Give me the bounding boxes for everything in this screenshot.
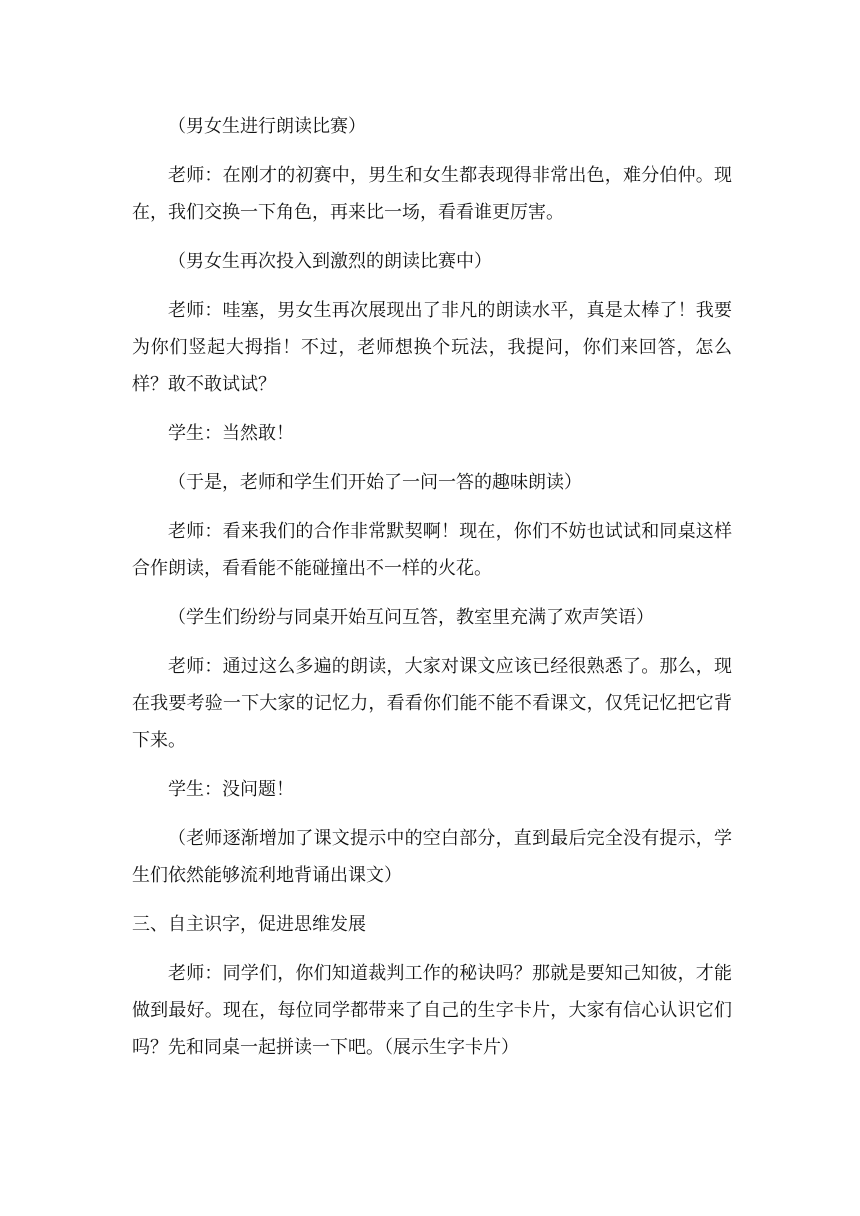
dialog-paragraph: 老师：看来我们的合作非常默契啊！现在，你们不妨也试试和同桌这样合作朗读，看看能不能碰撞出不一样的火花。 [132, 521, 732, 579]
dialog-paragraph: 老师：哇塞，男女生再次展现出了非凡的朗读水平，真是太棒了！我要为你们竖起大拇指！不过，老师想换个玩法，我提问，你们来回答，怎么样？敢不敢试试？ [132, 300, 732, 395]
document-body [132, 108, 732, 1078]
stage-direction: （老师逐渐增加了课文提示中的空白部分，直到最后完全没有提示，学生们依然能够流利地背诵出课文） [132, 828, 732, 886]
dialog-paragraph: 老师：同学们，你们知道裁判工作的秘诀吗？那就是要知己知彼，才能做到最好。现在，每位同学都带来了自己的生字卡片，大家有信心认识它们吗？先和同桌一起拼读一下吧。（展示生字卡片） [132, 963, 732, 1058]
dialog-paragraph: 学生：没问题！ [168, 779, 294, 800]
dialog-paragraph: 老师：在刚才的初赛中，男生和女生都表现得非常出色，难分伯仲。现在，我们交换一下角色，再来比一场，看看谁更厉害。 [132, 165, 732, 223]
stage-direction: （男女生再次投入到激烈的朗读比赛中） [168, 251, 492, 272]
dialog-paragraph: 老师：通过这么多遍的朗读，大家对课文应该已经很熟悉了。那么，现在我要考验一下大家的记忆力，看看你们能不能不看课文，仅凭记忆把它背下来。 [132, 656, 732, 751]
stage-direction: （于是，老师和学生们开始了一问一答的趣味朗读） [168, 472, 582, 493]
stage-direction: （学生们纷纷与同桌开始互问互答，教室里充满了欢声笑语） [168, 607, 654, 628]
section-heading: 三、自主识字，促进思维发展 [132, 914, 366, 935]
stage-direction: （男女生进行朗读比赛） [168, 116, 366, 137]
dialog-paragraph: 学生：当然敢！ [168, 423, 294, 444]
